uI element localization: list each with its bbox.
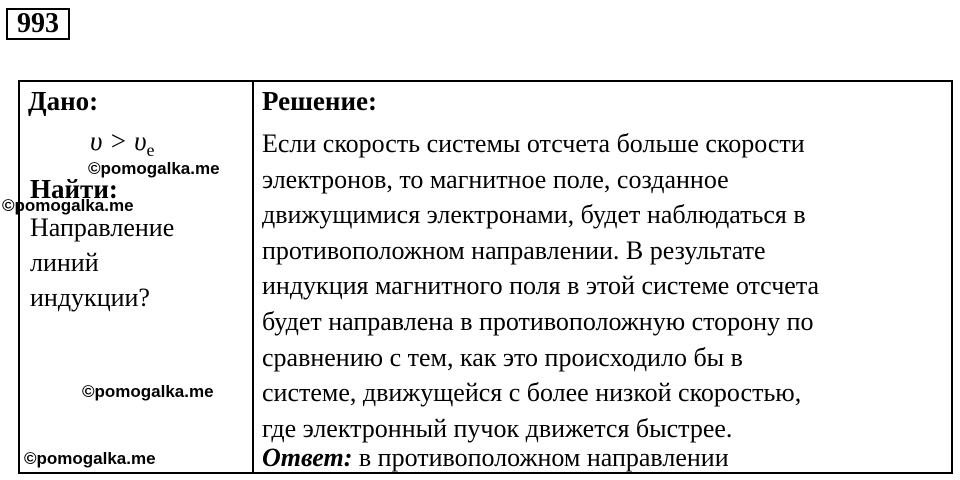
answer-text: в противоположном направлении [352,443,729,472]
given-formula-subscript: e [146,140,155,160]
solution-line: противоположном направлении. В результате [262,235,766,265]
watermark: ©pomogalka.me [82,382,214,401]
find-line: индукции? [30,283,150,312]
solution-text [262,126,942,446]
given-formula-main: υ > υ [90,126,147,156]
answer [262,443,729,473]
find-question [30,210,248,315]
answer-label: Ответ: [262,443,353,472]
solution-line: индукция магнитного поля в этой системе отсчета [262,271,820,301]
column-divider [252,82,254,472]
find-heading: Найти: [30,174,118,204]
solution-line: будет направлена в противоположную сторону по [262,306,814,336]
solution-heading: Решение: [262,86,377,116]
problem-number: 993 [6,8,70,40]
solution-line: Если скорость системы отсчета больше скорости [262,129,805,158]
watermark: ©pomogalka.me [2,196,134,215]
solution-line: сравнению с тем, как это происходило бы в [262,342,743,372]
solution-table [18,80,953,474]
solution-line: где электронный пучок движется быстрее. [262,413,733,443]
watermark: ©pomogalka.me [24,449,156,468]
solution-line: движущимися электронами, будет наблюдаться в [262,200,806,230]
given-heading: Дано: [28,86,99,116]
solution-line: системе, движущейся с более низкой скоростью, [262,378,802,408]
find-line: Направление [30,213,175,242]
solution-line: электронов, то магнитное поле, созданное [262,164,729,194]
find-line: линий [30,248,99,277]
watermark: ©pomogalka.me [88,159,220,178]
